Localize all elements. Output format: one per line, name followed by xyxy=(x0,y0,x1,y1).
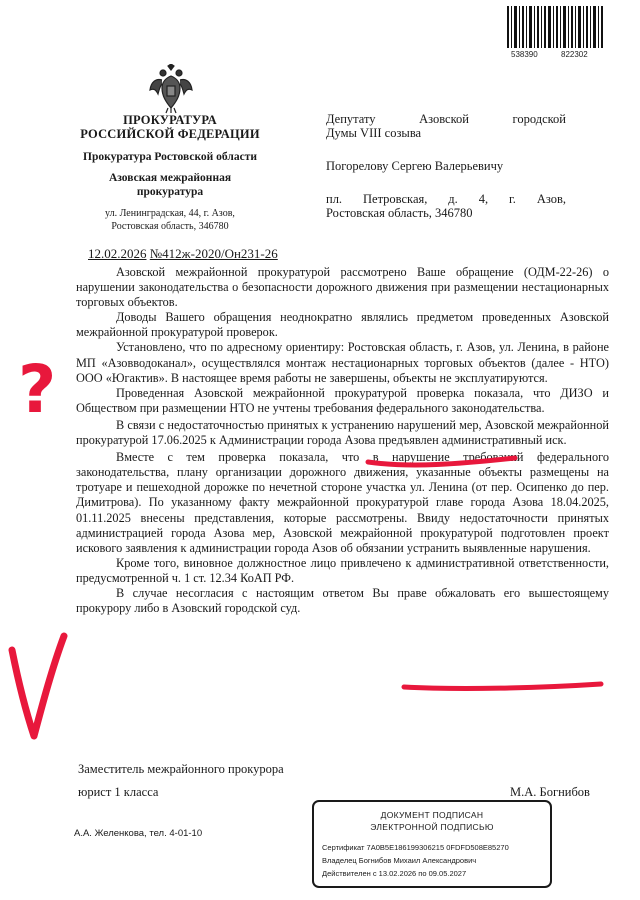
recipient-line2: Думы VIII созыва xyxy=(326,126,422,140)
paragraph-6: Вместе с тем проверка показала, что в нарушение требований федерального законодательства, плану организации дорожного движения, указанные объекты размещены на тротуаре и пешеходной дорожке по нечетной стороне участка ул. Ленина (от пер. Осипенко до пер. Димитрова). По указанному факту межрайонной прокуратурой главе города Азова 18.04.2025, 01.11.2025 внесены представления, которые рассмотрены. Ввиду недостаточности принятых администрацией города Азова мер, Азовской межрайонной прокуратурой подготовлен проект искового заявления к администрации города Азов об обязании устранить выявленные нарушения. xyxy=(76,450,609,555)
question-mark-annotation: ? xyxy=(18,351,57,428)
stamp-title-line2: ЭЛЕКТРОННОЙ ПОДПИСЬЮ xyxy=(370,822,494,832)
sender-address-line2: Ростовская область, 346780 xyxy=(111,221,229,232)
district-office-line2: прокуратура xyxy=(136,186,204,198)
recipient-line1: Депутату Азовской городской xyxy=(326,112,566,126)
barcode-number-left: 538390 xyxy=(511,50,538,59)
outgoing-number: №412ж-2020/Он231-26 xyxy=(149,246,278,261)
sender-address xyxy=(80,207,260,233)
prosecutor-title xyxy=(60,113,280,141)
barcode-bars xyxy=(505,6,605,48)
prosecutor-title-line1: ПРОКУРАТУРА xyxy=(123,113,217,127)
recipient-address-line2: Ростовская область, 346780 xyxy=(326,206,473,220)
paragraph-5: В связи с недостаточностью принятых к устранению нарушений мер, Азовской межрайонной прокуратурой 17.06.2025 к Администрации города Азова предъявлен административный иск. xyxy=(76,417,609,448)
signer-name: М.А. Богнибов xyxy=(510,785,590,799)
coat-of-arms-emblem-icon xyxy=(148,64,194,114)
paragraph-8: В случае несогласия с настоящим ответом Вы праве обжаловать его вышестоящему прокурору либо в Азовский городской суд. xyxy=(76,585,609,616)
stamp-owner: Владелец Богнибов Михаил Александрович xyxy=(322,856,477,865)
sender-address-line1: ул. Ленинградская, 44, г. Азов, xyxy=(105,208,235,219)
stamp-title-line1: ДОКУМЕНТ ПОДПИСАН xyxy=(380,810,484,820)
barcode-number-right: 822302 xyxy=(561,50,588,59)
recipient-address-line1: пл. Петровская, д. 4, г. Азов, xyxy=(326,192,566,206)
check-mark-annotation-icon xyxy=(12,636,64,736)
paragraph-4: Проведенная Азовской межрайонной прокуратурой проверка показала, что ДИЗО и Обществом при размещении НТО не учтены требования федерального законодательства. xyxy=(76,385,609,415)
outgoing-date: 12.02.2026 xyxy=(88,246,147,261)
signer-rank: юрист 1 класса xyxy=(78,785,159,799)
paragraph-2: Доводы Вашего обращения неоднократно являлись предметом проведенных Азовской межрайонной прокуратурой проверок. xyxy=(76,310,609,340)
district-office-line1: Азовская межрайонная xyxy=(108,172,232,184)
underline-annotation-2 xyxy=(404,684,601,688)
stamp-certificate: Сертификат 7A0B5E186199306215 0FDFD508E85270 xyxy=(322,843,509,852)
district-office xyxy=(90,171,250,199)
regional-prosecutor: Прокуратура Ростовской области xyxy=(83,151,257,163)
electronic-signature-stamp xyxy=(312,800,552,888)
letter-body xyxy=(76,265,609,616)
recipient-block xyxy=(326,112,566,220)
paragraph-3: Установлено, что по адресному ориентиру: Ростовская область, г. Азов, ул. Ленина, в районе МП «Азовводоканал», осуществлялся монтаж нестационарных торговых объектов (далее - НТО) ООО «Югактив». В настоящее время работы не завершены, объекты не эксплуатируются. xyxy=(76,340,609,385)
outgoing-reference xyxy=(88,246,278,262)
stamp-validity: Действителен с 13.02.2026 по 09.05.2027 xyxy=(322,869,467,878)
signer-position: Заместитель межрайонного прокурора xyxy=(78,762,284,776)
paragraph-1: Азовской межрайонной прокуратурой рассмотрено Ваше обращение (ОДМ-22-26) о нарушении законодательства о безопасности дорожного движения при размещении нестационарных торговых объектов. xyxy=(76,265,609,310)
paragraph-7: Кроме того, виновное должностное лицо привлечено к административной ответственности, предусмотренной ч. 1 ст. 12.34 КоАП РФ. xyxy=(76,555,609,585)
prosecutor-title-line2: РОССИЙСКОЙ ФЕДЕРАЦИИ xyxy=(80,127,260,141)
executor-contact: А.А. Желенкова, тел. 4-01-10 xyxy=(74,828,203,839)
barcode xyxy=(505,6,605,59)
recipient-name: Погорелову Сергею Валерьевичу xyxy=(326,159,504,173)
